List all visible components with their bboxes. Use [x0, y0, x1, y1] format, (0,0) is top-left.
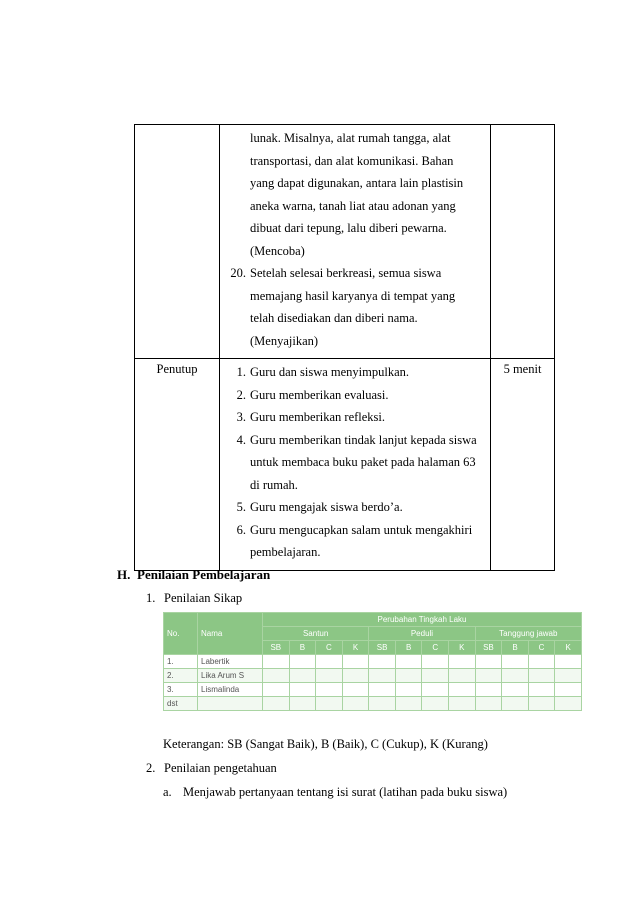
item-letter: a.	[163, 785, 172, 799]
score-cell	[395, 683, 422, 697]
line-text: (Mencoba)	[250, 243, 305, 258]
step-number	[224, 330, 250, 353]
score-cell	[395, 669, 422, 683]
student-name: Lika Arum S	[198, 669, 263, 683]
student-name	[198, 697, 263, 711]
score-cell	[316, 683, 343, 697]
continuation-line	[224, 240, 482, 263]
step-20	[224, 262, 482, 352]
phase-cell-empty	[135, 125, 220, 359]
continuation-line	[224, 127, 482, 150]
header-score: B	[395, 641, 422, 655]
step-line	[224, 541, 482, 564]
header-score: SB	[263, 641, 290, 655]
score-cell	[395, 655, 422, 669]
score-cell	[555, 683, 582, 697]
continuation-text	[224, 127, 482, 262]
score-cell	[342, 697, 369, 711]
step-line	[224, 429, 482, 452]
line-text: transportasi, dan alat komunikasi. Bahan	[250, 153, 454, 168]
score-cell	[528, 683, 555, 697]
header-score: C	[316, 641, 343, 655]
step-line	[224, 474, 482, 497]
step-text: Guru dan siswa menyimpulkan.	[250, 365, 410, 379]
score-cell	[369, 669, 396, 683]
score-cell	[342, 683, 369, 697]
score-cell	[449, 697, 476, 711]
score-cell	[422, 669, 449, 683]
header-perubahan: Perubahan Tingkah Laku	[263, 613, 582, 627]
step-line	[224, 451, 482, 474]
score-cell	[316, 655, 343, 669]
step-number: 4.	[236, 432, 246, 447]
header-score: SB	[475, 641, 502, 655]
score-cell	[475, 697, 502, 711]
step-number: 1.	[236, 365, 246, 379]
row-number: 2.	[164, 669, 198, 683]
score-cell	[502, 669, 529, 683]
step-text: pembelajaran.	[250, 545, 321, 559]
row-number: 3.	[164, 683, 198, 697]
score-cell	[422, 655, 449, 669]
header-score: SB	[369, 641, 396, 655]
score-cell	[369, 683, 396, 697]
step-item	[224, 519, 482, 564]
item-menjawab-pertanyaan	[163, 785, 507, 800]
score-cell	[555, 697, 582, 711]
step-line	[224, 361, 482, 384]
step-text: Guru memberikan tindak lanjut kepada siswa	[250, 432, 477, 447]
student-name: Lismalinda	[198, 683, 263, 697]
table-row-continuation	[135, 125, 555, 359]
header-score: C	[528, 641, 555, 655]
step-number	[224, 307, 250, 330]
section-h-heading	[117, 567, 270, 583]
step-number	[224, 474, 250, 497]
item-text: Penilaian Sikap	[164, 591, 243, 605]
activity-table	[134, 124, 555, 571]
header-score: K	[555, 641, 582, 655]
step-text: untuk membaca buku paket pada halaman 63	[250, 455, 476, 469]
item-text: Menjawab pertanyaan tentang isi surat (latihan pada buku siswa)	[183, 785, 508, 799]
score-cell	[289, 697, 316, 711]
step-number: 2.	[236, 387, 246, 402]
score-cell	[502, 655, 529, 669]
header-no: No.	[164, 613, 198, 655]
step-number	[224, 451, 250, 474]
score-cell	[555, 669, 582, 683]
score-cell	[475, 683, 502, 697]
steps-cell-continuation	[220, 125, 491, 359]
step-item	[224, 496, 482, 519]
score-cell	[316, 697, 343, 711]
table-row-penutup	[135, 359, 555, 571]
step-item	[224, 384, 482, 407]
step-number: 3.	[236, 410, 246, 424]
score-cell	[263, 655, 290, 669]
item-penilaian-sikap	[146, 591, 242, 606]
continuation-line	[224, 217, 482, 240]
score-cell	[263, 683, 290, 697]
step-item	[224, 406, 482, 429]
student-name: Labertik	[198, 655, 263, 669]
step-text: memajang hasil karyanya di tempat yang	[250, 288, 456, 303]
header-group-peduli: Peduli	[369, 627, 475, 641]
score-cell	[449, 655, 476, 669]
sikap-table	[163, 612, 582, 711]
score-cell	[528, 697, 555, 711]
step-line	[224, 285, 482, 308]
step-text: Guru mengucapkan salam untuk mengakhiri	[250, 522, 473, 537]
line-text: lunak. Misalnya, alat rumah tangga, alat	[250, 131, 451, 145]
score-cell	[289, 669, 316, 683]
duration-cell-empty	[491, 125, 555, 359]
step-number	[224, 285, 250, 308]
score-cell	[502, 697, 529, 711]
step-line	[224, 496, 482, 519]
step-line	[224, 307, 482, 330]
phase-penutup: Penutup	[135, 359, 220, 571]
score-cell	[449, 669, 476, 683]
line-text: aneka warna, tanah liat atau adonan yang	[250, 198, 456, 213]
score-cell	[475, 669, 502, 683]
line-text: yang dapat digunakan, antara lain plastisin	[250, 176, 464, 190]
step-item	[224, 361, 482, 384]
header-score: B	[502, 641, 529, 655]
step-text: (Menyajikan)	[250, 333, 319, 348]
steps-penutup	[220, 359, 491, 571]
header-score: K	[449, 641, 476, 655]
header-score: K	[342, 641, 369, 655]
header-group-tanggung-jawab: Tanggung jawab	[475, 627, 581, 641]
table-row	[164, 697, 582, 711]
row-number: 1.	[164, 655, 198, 669]
table-row	[164, 655, 582, 669]
section-h-title: Penilaian Pembelajaran	[137, 567, 271, 582]
item-penilaian-pengetahuan	[146, 761, 277, 776]
score-cell	[342, 669, 369, 683]
step-number	[224, 541, 250, 564]
score-cell	[422, 683, 449, 697]
continuation-line	[224, 150, 482, 173]
score-cell	[263, 697, 290, 711]
score-cell	[369, 655, 396, 669]
score-cell	[555, 655, 582, 669]
table-row	[164, 669, 582, 683]
score-cell	[289, 655, 316, 669]
step-text: di rumah.	[250, 477, 298, 492]
section-h-label: H.	[117, 567, 131, 582]
step-text: Guru memberikan refleksi.	[250, 410, 386, 424]
keterangan-text: Keterangan: SB (Sangat Baik), B (Baik), C (Cukup), K (Kurang)	[163, 737, 488, 751]
step-line	[224, 519, 482, 542]
row-number: dst	[164, 697, 198, 711]
table-row	[164, 683, 582, 697]
step-text: Guru mengajak siswa berdo’a.	[250, 500, 403, 514]
duration-penutup: 5 menit	[491, 359, 555, 571]
line-text: dibuat dari tepung, lalu diberi pewarna.	[250, 221, 447, 235]
continuation-line	[224, 172, 482, 195]
score-cell	[449, 683, 476, 697]
step-number: 6.	[236, 522, 246, 537]
step-text: Setelah selesai berkreasi, semua siswa	[250, 266, 442, 280]
header-group-santun: Santun	[263, 627, 369, 641]
score-cell	[263, 669, 290, 683]
step-line	[224, 406, 482, 429]
score-cell	[289, 683, 316, 697]
step-text: Guru memberikan evaluasi.	[250, 387, 389, 402]
score-cell	[502, 683, 529, 697]
item-number: 2.	[146, 761, 156, 775]
step-text: telah disediakan dan diberi nama.	[250, 311, 418, 325]
step-item	[224, 429, 482, 497]
score-cell	[528, 669, 555, 683]
step-number: 20.	[230, 266, 246, 280]
continuation-line	[224, 195, 482, 218]
header-score: B	[289, 641, 316, 655]
score-cell	[528, 655, 555, 669]
score-cell	[342, 655, 369, 669]
score-cell	[475, 655, 502, 669]
score-cell	[422, 697, 449, 711]
item-text: Penilaian pengetahuan	[164, 761, 277, 775]
item-number: 1.	[146, 591, 156, 605]
header-nama: Nama	[198, 613, 263, 655]
score-cell	[316, 669, 343, 683]
score-cell	[395, 697, 422, 711]
step-line	[224, 330, 482, 353]
step-line	[224, 384, 482, 407]
score-cell	[369, 697, 396, 711]
step-number: 5.	[236, 500, 246, 514]
step-line	[224, 262, 482, 285]
header-score: C	[422, 641, 449, 655]
